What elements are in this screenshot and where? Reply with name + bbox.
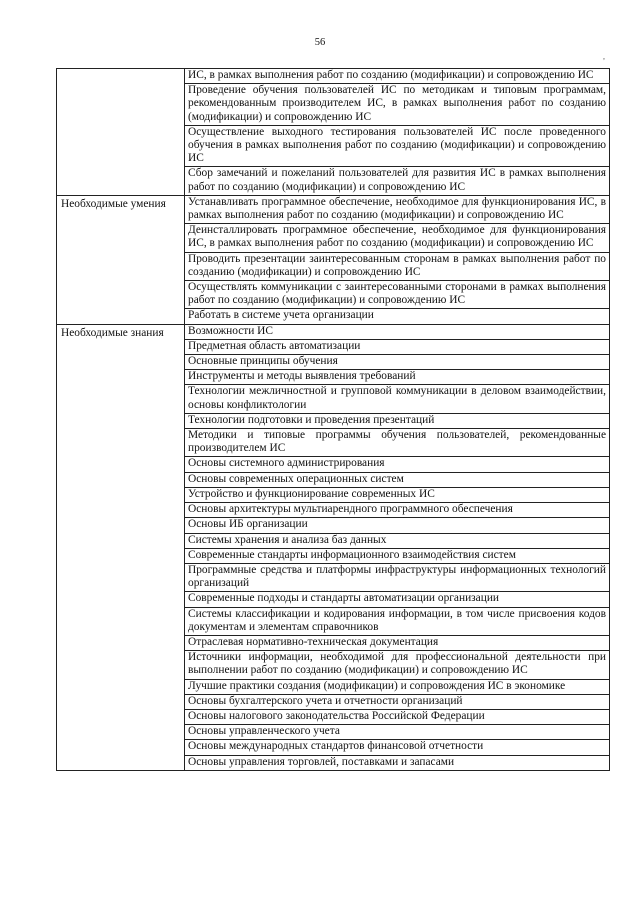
requirement-item: Программные средства и платформы инфраструктуры информационных технологий организаций [185, 563, 610, 591]
requirements-table [56, 68, 610, 771]
requirement-item: Инструменты и методы выявления требований [185, 370, 610, 385]
requirement-item: Методики и типовые программы обучения пользователей, рекомендованные производителем ИС [185, 429, 610, 457]
section-label: Необходимые знания [57, 324, 185, 770]
requirement-item: Основы международных стандартов финансовой отчетности [185, 740, 610, 755]
requirement-item: Предметная область автоматизации [185, 339, 610, 354]
margin-mark: , [603, 52, 605, 61]
section-label [57, 69, 185, 196]
requirement-item: Основы системного администрирования [185, 457, 610, 472]
requirement-item: Основы управления торговлей, поставками и запасами [185, 755, 610, 770]
requirement-item: Устанавливать программное обеспечение, необходимое для функционирования ИС, в рамках выполнения работ по созданию (модификации) и сопровождению ИС [185, 195, 610, 223]
requirement-item: Основы управленческого учета [185, 725, 610, 740]
requirement-item: Возможности ИС [185, 324, 610, 339]
requirement-item: Основы налогового законодательства Российской Федерации [185, 709, 610, 724]
requirement-item: Деинсталлировать программное обеспечение, необходимое для функционирования ИС, в рамках выполнения работ по созданию (модификации) и сопровождению ИС [185, 224, 610, 252]
requirement-item: Системы классификации и кодирования информации, в том числе присвоения кодов документам и элементам справочников [185, 607, 610, 635]
requirement-item: Технологии межличностной и групповой коммуникации в деловом взаимодействии, основы конфликтологии [185, 385, 610, 413]
requirement-item: Отраслевая нормативно-техническая документация [185, 635, 610, 650]
requirement-item: Основы архитектуры мультиарендного программного обеспечения [185, 503, 610, 518]
table-row [57, 324, 610, 339]
requirement-item: Основы бухгалтерского учета и отчетности организаций [185, 694, 610, 709]
requirement-item: Проводить презентации заинтересованным сторонам в рамках выполнения работ по созданию (модификации) и сопровождению ИС [185, 252, 610, 280]
table-row [57, 195, 610, 223]
page-number: 56 [314, 37, 326, 48]
requirement-item: Сбор замечаний и пожеланий пользователей для развития ИС в рамках выполнения работ по созданию (модификации) и сопровождению ИС [185, 167, 610, 195]
requirement-item: Проведение обучения пользователей ИС по методикам и типовым программам, рекомендованным производителем ИС, в рамках выполнения работ по созданию (модификации) и сопровождению ИС [185, 84, 610, 126]
section-label: Необходимые умения [57, 195, 185, 324]
requirement-item: Лучшие практики создания (модификации) и сопровождения ИС в экономике [185, 679, 610, 694]
requirement-item: Современные подходы и стандарты автоматизации организации [185, 592, 610, 607]
requirement-item: Устройство и функционирование современных ИС [185, 487, 610, 502]
requirement-item: Источники информации, необходимой для профессиональной деятельности при выполнении работ по созданию (модификации) и сопровождению ИС [185, 651, 610, 679]
requirement-item: Системы хранения и анализа баз данных [185, 533, 610, 548]
requirement-item: Современные стандарты информационного взаимодействия систем [185, 548, 610, 563]
requirement-item: Осуществление выходного тестирования пользователей ИС после проведенного обучения в рамках выполнения работ по созданию (модификации) и сопровождению ИС [185, 125, 610, 167]
requirement-item: Основные принципы обучения [185, 355, 610, 370]
requirement-item: Осуществлять коммуникации с заинтересованными сторонами в рамках выполнения работ по созданию (модификации) и сопровождению ИС [185, 281, 610, 309]
requirement-item: Работать в системе учета организации [185, 309, 610, 324]
requirement-item: Основы ИБ организации [185, 518, 610, 533]
requirement-item: Основы современных операционных систем [185, 472, 610, 487]
requirement-item: ИС, в рамках выполнения работ по созданию (модификации) и сопровождению ИС [185, 69, 610, 84]
requirement-item: Технологии подготовки и проведения презентаций [185, 413, 610, 428]
table-row [57, 69, 610, 84]
